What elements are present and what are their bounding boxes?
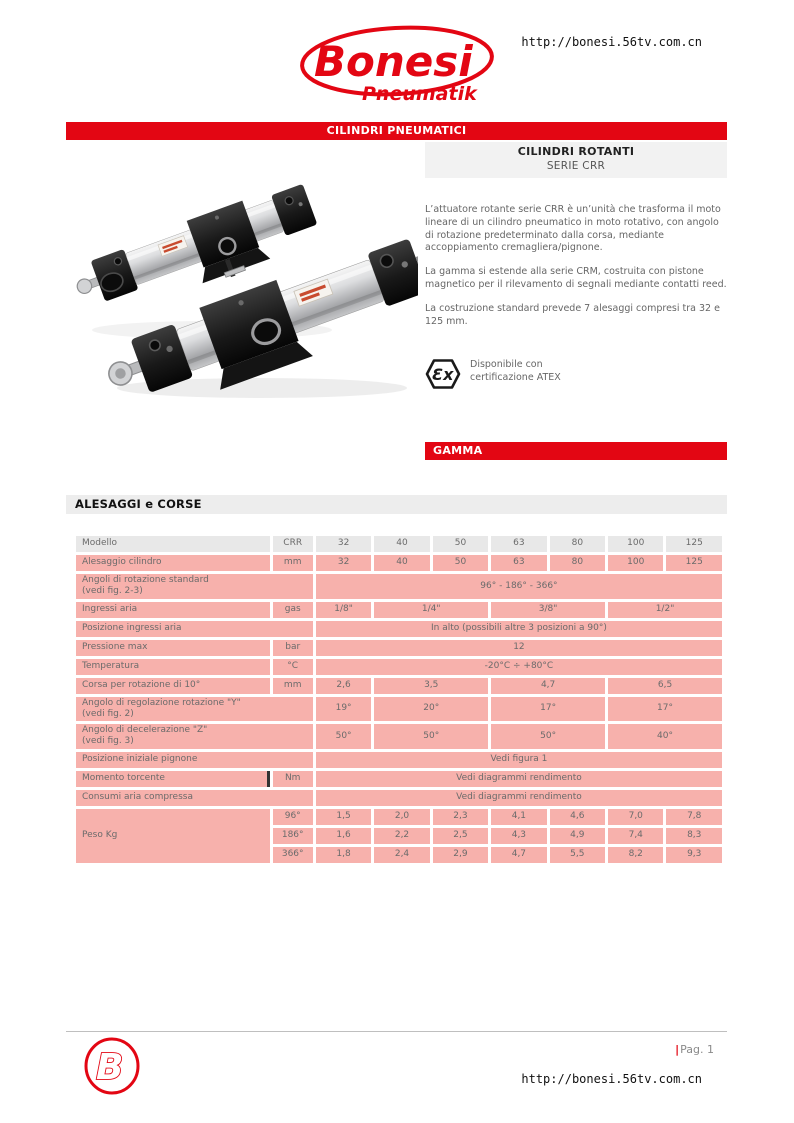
row-unit: Nm	[273, 771, 313, 787]
row-label	[76, 659, 270, 675]
row-label-line1: Corsa per rotazione di 10°	[82, 679, 201, 690]
value-cell: 2,9	[433, 847, 488, 863]
product-series: SERIE CRR	[546, 160, 606, 172]
company-logo	[298, 24, 498, 116]
value-cell: 4,7	[491, 678, 605, 694]
value-cell: 17°	[491, 697, 605, 722]
value-cell: 40	[374, 536, 429, 552]
value-cell: -20°C ÷ +80°C	[316, 659, 722, 675]
value-cell: 50	[433, 536, 488, 552]
value-cell: 125	[666, 536, 722, 552]
row-label-line1: Angoli di rotazione standard	[82, 575, 209, 585]
value-cell: 63	[491, 536, 546, 552]
table-row	[76, 621, 722, 637]
row-label-line1: Temperatura	[82, 660, 140, 671]
value-cell: 1/4"	[374, 602, 488, 618]
table-row	[76, 640, 722, 656]
row-unit: °C	[273, 659, 313, 675]
value-cell: 20°	[374, 697, 488, 722]
spec-table-container	[73, 533, 728, 866]
value-cell: 6,5	[608, 678, 722, 694]
atex-caption-line2: certificazione ATEX	[470, 371, 561, 383]
value-cell: Vedi figura 1	[316, 752, 722, 768]
product-photo	[62, 180, 418, 412]
row-label-line1: Ingressi aria	[82, 603, 138, 614]
value-cell: 100	[608, 536, 663, 552]
value-cell: 80	[550, 555, 605, 571]
value-cell: 4,6	[550, 809, 605, 825]
value-cell: 1,8	[316, 847, 371, 863]
row-label-line1: Pressione max	[82, 641, 148, 652]
atex-symbol: Ɛx	[432, 365, 454, 384]
value-cell: 1,5	[316, 809, 371, 825]
value-cell: 50°	[491, 724, 605, 749]
value-cell: 7,8	[666, 809, 722, 825]
row-label	[76, 790, 313, 806]
value-cell: 3,5	[374, 678, 488, 694]
table-row	[76, 809, 722, 825]
row-label	[76, 536, 270, 552]
value-cell: 125	[666, 555, 722, 571]
value-cell: 2,2	[374, 828, 429, 844]
value-cell: 1/2"	[608, 602, 722, 618]
row-unit: bar	[273, 640, 313, 656]
row-label-line1: Momento torcente	[82, 772, 165, 783]
row-label: Peso Kg	[76, 809, 270, 863]
row-unit: 186°	[273, 828, 313, 844]
value-cell: 9,3	[666, 847, 722, 863]
intro-paragraph-3: La costruzione standard prevede 7 alesaggi compresi tra 32 e 125 mm.	[425, 302, 720, 327]
value-cell: 63	[491, 555, 546, 571]
row-label	[76, 621, 313, 637]
bonesi-b-icon	[82, 1037, 142, 1095]
atex-ex-icon	[424, 357, 462, 391]
footer-url[interactable]: http://bonesi.56tv.com.cn	[521, 1072, 702, 1086]
spec-table	[73, 533, 725, 866]
row-label-line2: (vedi fig. 2)	[82, 708, 134, 719]
row-label-line1: Posizione ingressi aria	[82, 622, 182, 633]
value-cell: 8,2	[608, 847, 663, 863]
table-row	[76, 752, 722, 768]
row-label	[76, 640, 270, 656]
row-label	[76, 771, 270, 787]
value-cell: 2,0	[374, 809, 429, 825]
table-row	[76, 678, 722, 694]
table-row	[76, 574, 722, 599]
row-label-line1: Posizione iniziale pignone	[82, 753, 198, 764]
page-number-bar: |	[675, 1043, 680, 1056]
table-row	[76, 555, 722, 571]
table-row	[76, 602, 722, 618]
row-label	[76, 574, 313, 599]
row-label	[76, 555, 270, 571]
row-unit: mm	[273, 555, 313, 571]
value-cell: 4,3	[491, 828, 546, 844]
footer-divider	[66, 1031, 727, 1032]
row-label-line1: Modello	[82, 538, 118, 549]
value-cell: 19°	[316, 697, 371, 722]
header-url[interactable]: http://bonesi.56tv.com.cn	[521, 35, 702, 49]
row-label-line1: Consumi aria compressa	[82, 791, 193, 802]
row-label	[76, 602, 270, 618]
value-cell: 17°	[608, 697, 722, 722]
table-row	[76, 659, 722, 675]
value-cell: 8,3	[666, 828, 722, 844]
row-label-line2: (vedi fig. 2-3)	[82, 586, 143, 597]
value-cell: 1,6	[316, 828, 371, 844]
value-cell: 5,5	[550, 847, 605, 863]
row-unit: 96°	[273, 809, 313, 825]
value-cell: In alto (possibili altre 3 posizioni a 90°)	[316, 621, 722, 637]
value-cell: 2,5	[433, 828, 488, 844]
value-cell: 4,7	[491, 847, 546, 863]
value-cell: 80	[550, 536, 605, 552]
value-cell: Vedi diagrammi rendimento	[316, 790, 722, 806]
row-label-line1: Alesaggio cilindro	[82, 557, 162, 568]
row-label-line2: (vedi fig. 3)	[82, 736, 134, 747]
value-cell: 4,1	[491, 809, 546, 825]
value-cell: 1/8"	[316, 602, 371, 618]
row-unit: mm	[273, 678, 313, 694]
value-cell: 32	[316, 555, 371, 571]
value-cell: 32	[316, 536, 371, 552]
value-cell: 50°	[374, 724, 488, 749]
table-row	[76, 790, 722, 806]
spec-table-body	[76, 536, 722, 863]
footer-logo	[82, 1037, 142, 1095]
row-unit: 366°	[273, 847, 313, 863]
logo-text-main: Bonesi	[314, 37, 473, 86]
atex-caption-line1: Disponibile con	[470, 359, 543, 370]
gamma-banner: GAMMA	[425, 442, 727, 460]
section-banner-alesaggi: ALESAGGI e CORSE	[66, 495, 727, 514]
product-title-box	[425, 142, 727, 178]
value-cell: 50	[433, 555, 488, 571]
intro-paragraph-1: L’attuatore rotante serie CRR è un’unità che trasforma il moto lineare di un cilindro pneumatico in moto rotativo, con angolo di rotazione predeterminato dalla corsa, mediante accoppiamento cremagliera/pignone.	[425, 204, 721, 254]
rotary-cylinders-image	[62, 180, 418, 412]
row-label	[76, 678, 270, 694]
value-cell: 2,4	[374, 847, 429, 863]
row-label	[76, 697, 313, 722]
atex-caption	[470, 357, 561, 385]
row-label-line1: Angolo di regolazione rotazione "Y"	[82, 697, 241, 708]
bonesi-logo-icon	[298, 24, 498, 116]
value-cell: 2,6	[316, 678, 371, 694]
page-number	[675, 1043, 714, 1056]
footer-logo-letter: B	[96, 1047, 124, 1088]
atex-note	[424, 357, 561, 391]
row-label	[76, 752, 313, 768]
value-cell: 7,4	[608, 828, 663, 844]
value-cell: 3/8"	[491, 602, 605, 618]
product-title: CILINDRI ROTANTI	[517, 145, 635, 158]
table-row	[76, 697, 722, 722]
main-category-banner: CILINDRI PNEUMATICI	[66, 122, 727, 140]
value-cell: 40	[374, 555, 429, 571]
intro-text	[425, 204, 727, 340]
page-number-label: Pag. 1	[680, 1043, 714, 1056]
row-unit: CRR	[273, 536, 313, 552]
value-cell: 96° - 186° - 366°	[316, 574, 722, 599]
row-unit: gas	[273, 602, 313, 618]
logo-text-sub: Pneumatik	[362, 83, 477, 105]
table-row	[76, 771, 722, 787]
row-label	[76, 724, 313, 749]
value-cell: 40°	[608, 724, 722, 749]
value-cell: 100	[608, 555, 663, 571]
table-row	[76, 536, 722, 552]
table-row	[76, 724, 722, 749]
value-cell: 7,0	[608, 809, 663, 825]
value-cell: 4,9	[550, 828, 605, 844]
value-cell: 2,3	[433, 809, 488, 825]
value-cell: Vedi diagrammi rendimento	[316, 771, 722, 787]
row-label-line1: Angolo di decelerazione "Z"	[82, 725, 208, 735]
intro-paragraph-2: La gamma si estende alla serie CRM, costruita con pistone magnetico per il rilevamento di segnali mediante contatti reed.	[425, 266, 727, 291]
value-cell: 12	[316, 640, 722, 656]
value-cell: 50°	[316, 724, 371, 749]
